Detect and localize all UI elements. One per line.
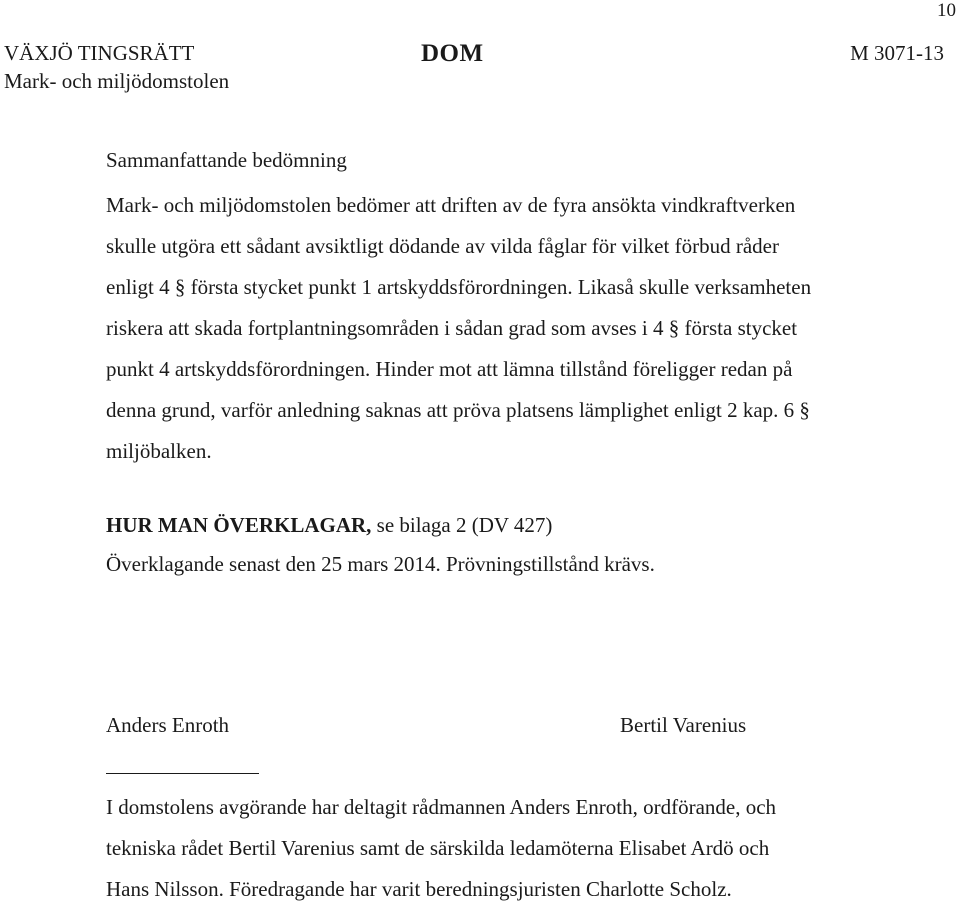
- paragraph-line: enligt 4 § första stycket punkt 1 artskyddsförordningen. Likaså skulle verksamheten: [106, 275, 812, 299]
- case-number: M 3071-13: [850, 41, 944, 65]
- paragraph-line: skulle utgöra ett sådant avsiktligt dödande av vilda fåglar för vilket förbud råder: [106, 234, 779, 258]
- appeal-instructions: [106, 513, 552, 538]
- composition-note: [106, 787, 906, 910]
- note-line: Hans Nilsson. Föredragande har varit beredningsjuristen Charlotte Scholz.: [106, 877, 732, 901]
- paragraph-line: Mark- och miljödomstolen bedömer att driften av de fyra ansökta vindkraftverken: [106, 193, 796, 217]
- paragraph-line: punkt 4 artskyddsförordningen. Hinder mot att lämna tillstånd föreligger redan på: [106, 357, 793, 381]
- signer-name: Bertil Varenius: [620, 713, 747, 737]
- court-name: VÄXJÖ TINGSRÄTT: [4, 41, 195, 65]
- document-type: DOM: [421, 40, 484, 67]
- appeal-heading: HUR MAN ÖVERKLAGAR,: [106, 513, 372, 537]
- appeal-deadline: Överklagande senast den 25 mars 2014. Prövningstillstånd krävs.: [106, 552, 655, 576]
- appeal-reference: se bilaga 2 (DV 427): [371, 513, 553, 537]
- paragraph-line: riskera att skada fortplantningsområden i sådan grad som avses i 4 § första stycket: [106, 316, 798, 340]
- note-line: tekniska rådet Bertil Varenius samt de särskilda ledamöterna Elisabet Ardö och: [106, 836, 770, 860]
- court-division: Mark- och miljödomstolen: [4, 69, 230, 93]
- divider-rule: [106, 773, 259, 774]
- assessment-paragraph: [106, 185, 886, 472]
- section-heading: Sammanfattande bedömning: [106, 148, 347, 172]
- paragraph-line: denna grund, varför anledning saknas att pröva platsens lämplighet enligt 2 kap. 6 §: [106, 398, 810, 422]
- signer-name: Anders Enroth: [106, 713, 230, 737]
- page-number: 10: [937, 0, 956, 21]
- note-line: I domstolens avgörande har deltagit rådmannen Anders Enroth, ordförande, och: [106, 795, 777, 819]
- paragraph-line: miljöbalken.: [106, 439, 212, 463]
